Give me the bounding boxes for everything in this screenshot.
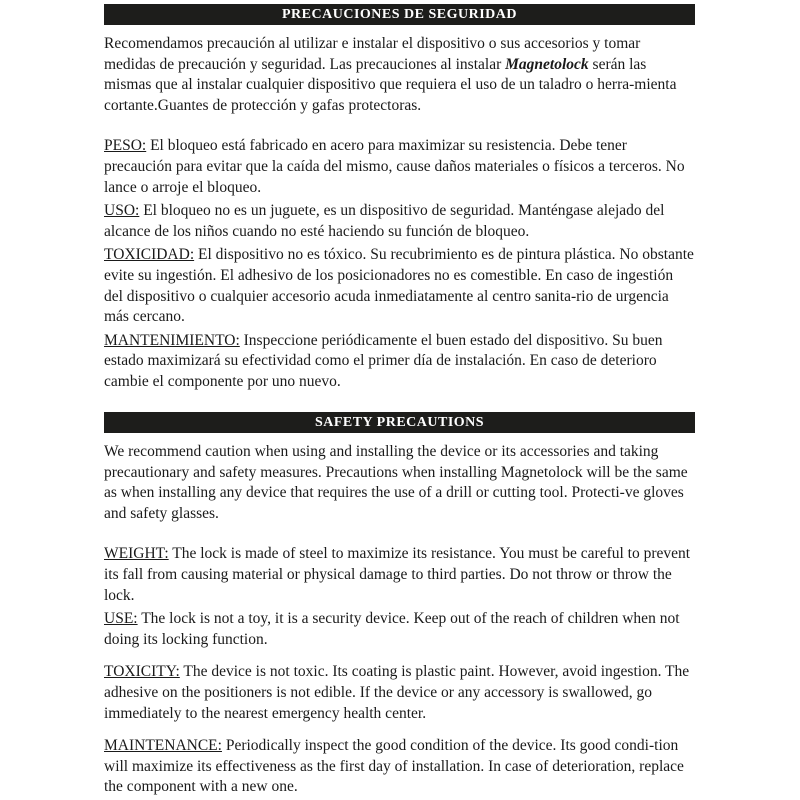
- spanish-section: [104, 4, 695, 393]
- english-use-paragraph: [104, 609, 695, 650]
- spanish-use-text: El bloqueo no es un juguete, es un dispositivo de seguridad. Manténgase alejado del alcance de los niños cuando no esté haciendo su función de bloqueo.: [104, 202, 665, 240]
- english-use-label: USE:: [104, 610, 138, 628]
- spanish-intro: [104, 34, 695, 116]
- english-weight-text: The lock is made of steel to maximize its resistance. You must be careful to prevent its fall from causing material or physical damage to third parties. Do not throw or throw the lock.: [104, 545, 691, 604]
- english-section: [104, 412, 695, 798]
- english-maintenance-text: Periodically inspect the good condition of the device. Its good condi-tion will maximize its effectiveness as the first day of installation. In case of deterioration, replace the component with a new one.: [104, 737, 684, 796]
- spanish-use-paragraph: [104, 201, 695, 242]
- english-use-text: The lock is not a toy, it is a security device. Keep out of the reach of children when not doing its locking function.: [104, 610, 680, 648]
- spanish-intro-text-1: Recomendamos precaución al utilizar e instalar el dispositivo o sus accesorios y tomar medidas de precaución y seguridad. Las precauciones al instalar: [104, 35, 641, 73]
- english-weight-paragraph: [104, 544, 695, 606]
- spanish-intro-brand: Magnetolock: [505, 55, 589, 73]
- spanish-maintenance-label: MANTENIMIENTO:: [104, 331, 240, 349]
- spanish-maintenance-text: Inspeccione periódicamente el buen estado del dispositivo. Su buen estado maximizará su efectividad como el primer día de instalación. En caso de deterioro cambie el componente por uno nuevo.: [104, 331, 663, 390]
- english-weight-label: WEIGHT:: [104, 545, 169, 563]
- spanish-maintenance-paragraph: [104, 331, 695, 393]
- spanish-use-label: USO:: [104, 202, 140, 220]
- english-intro: We recommend caution when using and installing the device or its accessories and taking precautionary and safety measures. Precautions when installing Magnetolock will be the same as when installing any device that requires the use of a drill or cutting tool. Protecti-ve gloves and safety glasses.: [104, 443, 688, 522]
- english-toxicity-paragraph: [104, 662, 695, 724]
- english-maintenance-paragraph: [104, 736, 695, 798]
- spanish-weight-paragraph: [104, 136, 695, 198]
- spanish-weight-label: PESO:: [104, 137, 147, 155]
- spanish-toxicity-text: El dispositivo no es tóxico. Su recubrimiento es de pintura plástica. No obstante evite su ingestión. El adhesivo de los posicionadores no es comestible. En caso de ingestión del dispositivo o cualquier accesorio acuda inmediatamente al centro sanita-rio de urgencia más cercano.: [104, 246, 694, 326]
- spanish-toxicity-paragraph: [104, 245, 695, 327]
- english-toxicity-label: TOXICITY:: [104, 663, 180, 681]
- english-maintenance-label: MAINTENANCE:: [104, 737, 222, 755]
- english-heading: SAFETY PRECAUTIONS: [104, 412, 695, 433]
- english-toxicity-text: The device is not toxic. Its coating is plastic paint. However, avoid ingestion. The adhesive on the positioners is not edible. If the device or any accessory is swallowed, go immediately to the nearest emergency health center.: [104, 663, 690, 722]
- spanish-intro-text-2: serán las mismas que al instalar cualquier dispositivo que requiera el uso de un taladro o herra-mienta cortante.Guantes de protección y gafas protectoras.: [104, 55, 677, 114]
- spanish-heading: PRECAUCIONES DE SEGURIDAD: [104, 4, 695, 25]
- spanish-toxicity-label: TOXICIDAD:: [104, 246, 195, 264]
- spanish-weight-text: El bloqueo está fabricado en acero para maximizar su resistencia. Debe tener precaución para evitar que la caída del mismo, cause daños materiales o físicos a terceros. No lance o arroje el bloqueo.: [104, 137, 685, 196]
